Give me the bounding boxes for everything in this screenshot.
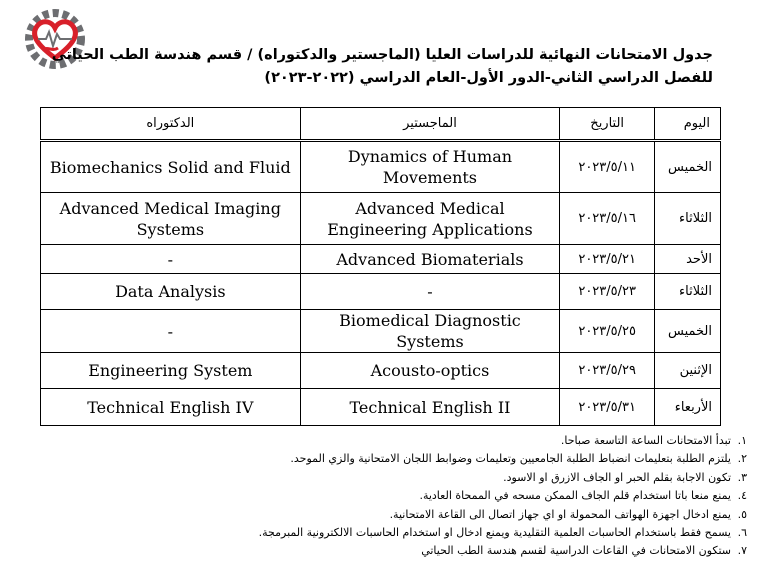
row-masters: Biomedical Diagnostic Systems	[300, 310, 560, 353]
note-number: ٢.	[737, 452, 747, 466]
row-masters: Advanced Medical Engineering Applications	[300, 193, 560, 245]
row-doctorate: Engineering System	[41, 353, 301, 389]
row-doctorate: Technical English IV	[41, 389, 301, 426]
note-item	[187, 487, 747, 505]
row-date: ٢٠٢٣/٥/٢٥	[560, 310, 655, 353]
row-day: الأحد	[655, 245, 721, 274]
table-row	[41, 193, 721, 245]
row-doctorate: Data Analysis	[41, 274, 301, 310]
table-row	[41, 310, 721, 353]
row-date: ٢٠٢٣/٥/١١	[560, 141, 655, 193]
exam-schedule-table	[40, 107, 721, 426]
row-masters: Technical English II	[300, 389, 560, 426]
header-date: التاريخ	[560, 108, 655, 141]
row-date: ٢٠٢٣/٥/١٦	[560, 193, 655, 245]
note-text: يمنع ادخال اجهزة الهواتف المحمولة او اي جهاز اتصال الى القاعة الامتحانية.	[389, 507, 731, 521]
row-date: ٢٠٢٣/٥/٢١	[560, 245, 655, 274]
row-day: الإثنين	[655, 353, 721, 389]
row-masters: -	[300, 274, 560, 310]
note-text: تبدأ الامتحانات الساعة التاسعة صباحا.	[560, 434, 731, 447]
note-number: ٣.	[737, 470, 747, 484]
note-number: ١.	[737, 434, 747, 447]
note-text: تكون الاجابة بقلم الحبر او الجاف الازرق او الاسود.	[503, 470, 731, 484]
note-item	[187, 469, 747, 487]
row-day: الثلاثاء	[655, 274, 721, 310]
note-item	[187, 432, 747, 450]
note-text: يلتزم الطلبة بتعليمات انضباط الطلبة الجامعيين وتعليمات وضوابط اللجان الامتحانية والزي الموحد.	[290, 452, 731, 466]
note-text: يسمح فقط باستخدام الحاسبات العلمية التقليدية ويمنع ادخال او استخدام الحاسبات الالكترونية المبرمجة.	[258, 526, 731, 540]
table-header-row	[41, 108, 721, 141]
header-day: اليوم	[655, 108, 721, 141]
exam-notes-list	[187, 432, 747, 561]
note-item	[187, 524, 747, 542]
header-masters: الماجستير	[300, 108, 560, 141]
row-doctorate: Biomechanics Solid and Fluid	[41, 141, 301, 193]
row-masters: Dynamics of Human Movements	[300, 141, 560, 193]
row-masters: Advanced Biomaterials	[300, 245, 560, 274]
note-number: ٤.	[737, 489, 747, 503]
note-text: يمنع منعا باتا استخدام قلم الجاف الممكن مسحه في الممحاة العادية.	[419, 489, 731, 503]
note-item	[187, 506, 747, 524]
row-day: الخميس	[655, 310, 721, 353]
row-date: ٢٠٢٣/٥/٢٣	[560, 274, 655, 310]
row-doctorate: Advanced Medical Imaging Systems	[41, 193, 301, 245]
note-text: ستكون الامتحانات في القاعات الدراسية لقسم هندسة الطب الحياتي	[421, 544, 731, 558]
note-number: ٧.	[737, 544, 747, 558]
row-day: الخميس	[655, 141, 721, 193]
note-item	[187, 542, 747, 560]
row-masters: Acousto-optics	[300, 353, 560, 389]
row-day: الأربعاء	[655, 389, 721, 426]
header-doctorate: الدكتوراه	[41, 108, 301, 141]
row-date: ٢٠٢٣/٥/٣١	[560, 389, 655, 426]
note-number: ٥.	[737, 507, 747, 521]
title-line-2: للفصل الدراسي الثاني-الدور الأول-العام الدراسي (٢٠٢٢-٢٠٢٣)	[264, 70, 713, 86]
row-date: ٢٠٢٣/٥/٢٩	[560, 353, 655, 389]
row-doctorate: -	[41, 245, 301, 274]
table-row	[41, 141, 721, 193]
table-row	[41, 353, 721, 389]
table-row	[41, 274, 721, 310]
row-day: الثلاثاء	[655, 193, 721, 245]
title-line-1: جدول الامتحانات النهائية للدراسات العليا (الماجستير والدكتوراه) / قسم هندسة الطب الحياتي	[51, 47, 713, 63]
table-row	[41, 389, 721, 426]
row-doctorate: -	[41, 310, 301, 353]
note-number: ٦.	[737, 526, 747, 540]
note-item	[187, 450, 747, 468]
page-title	[51, 44, 713, 90]
table-row	[41, 245, 721, 274]
